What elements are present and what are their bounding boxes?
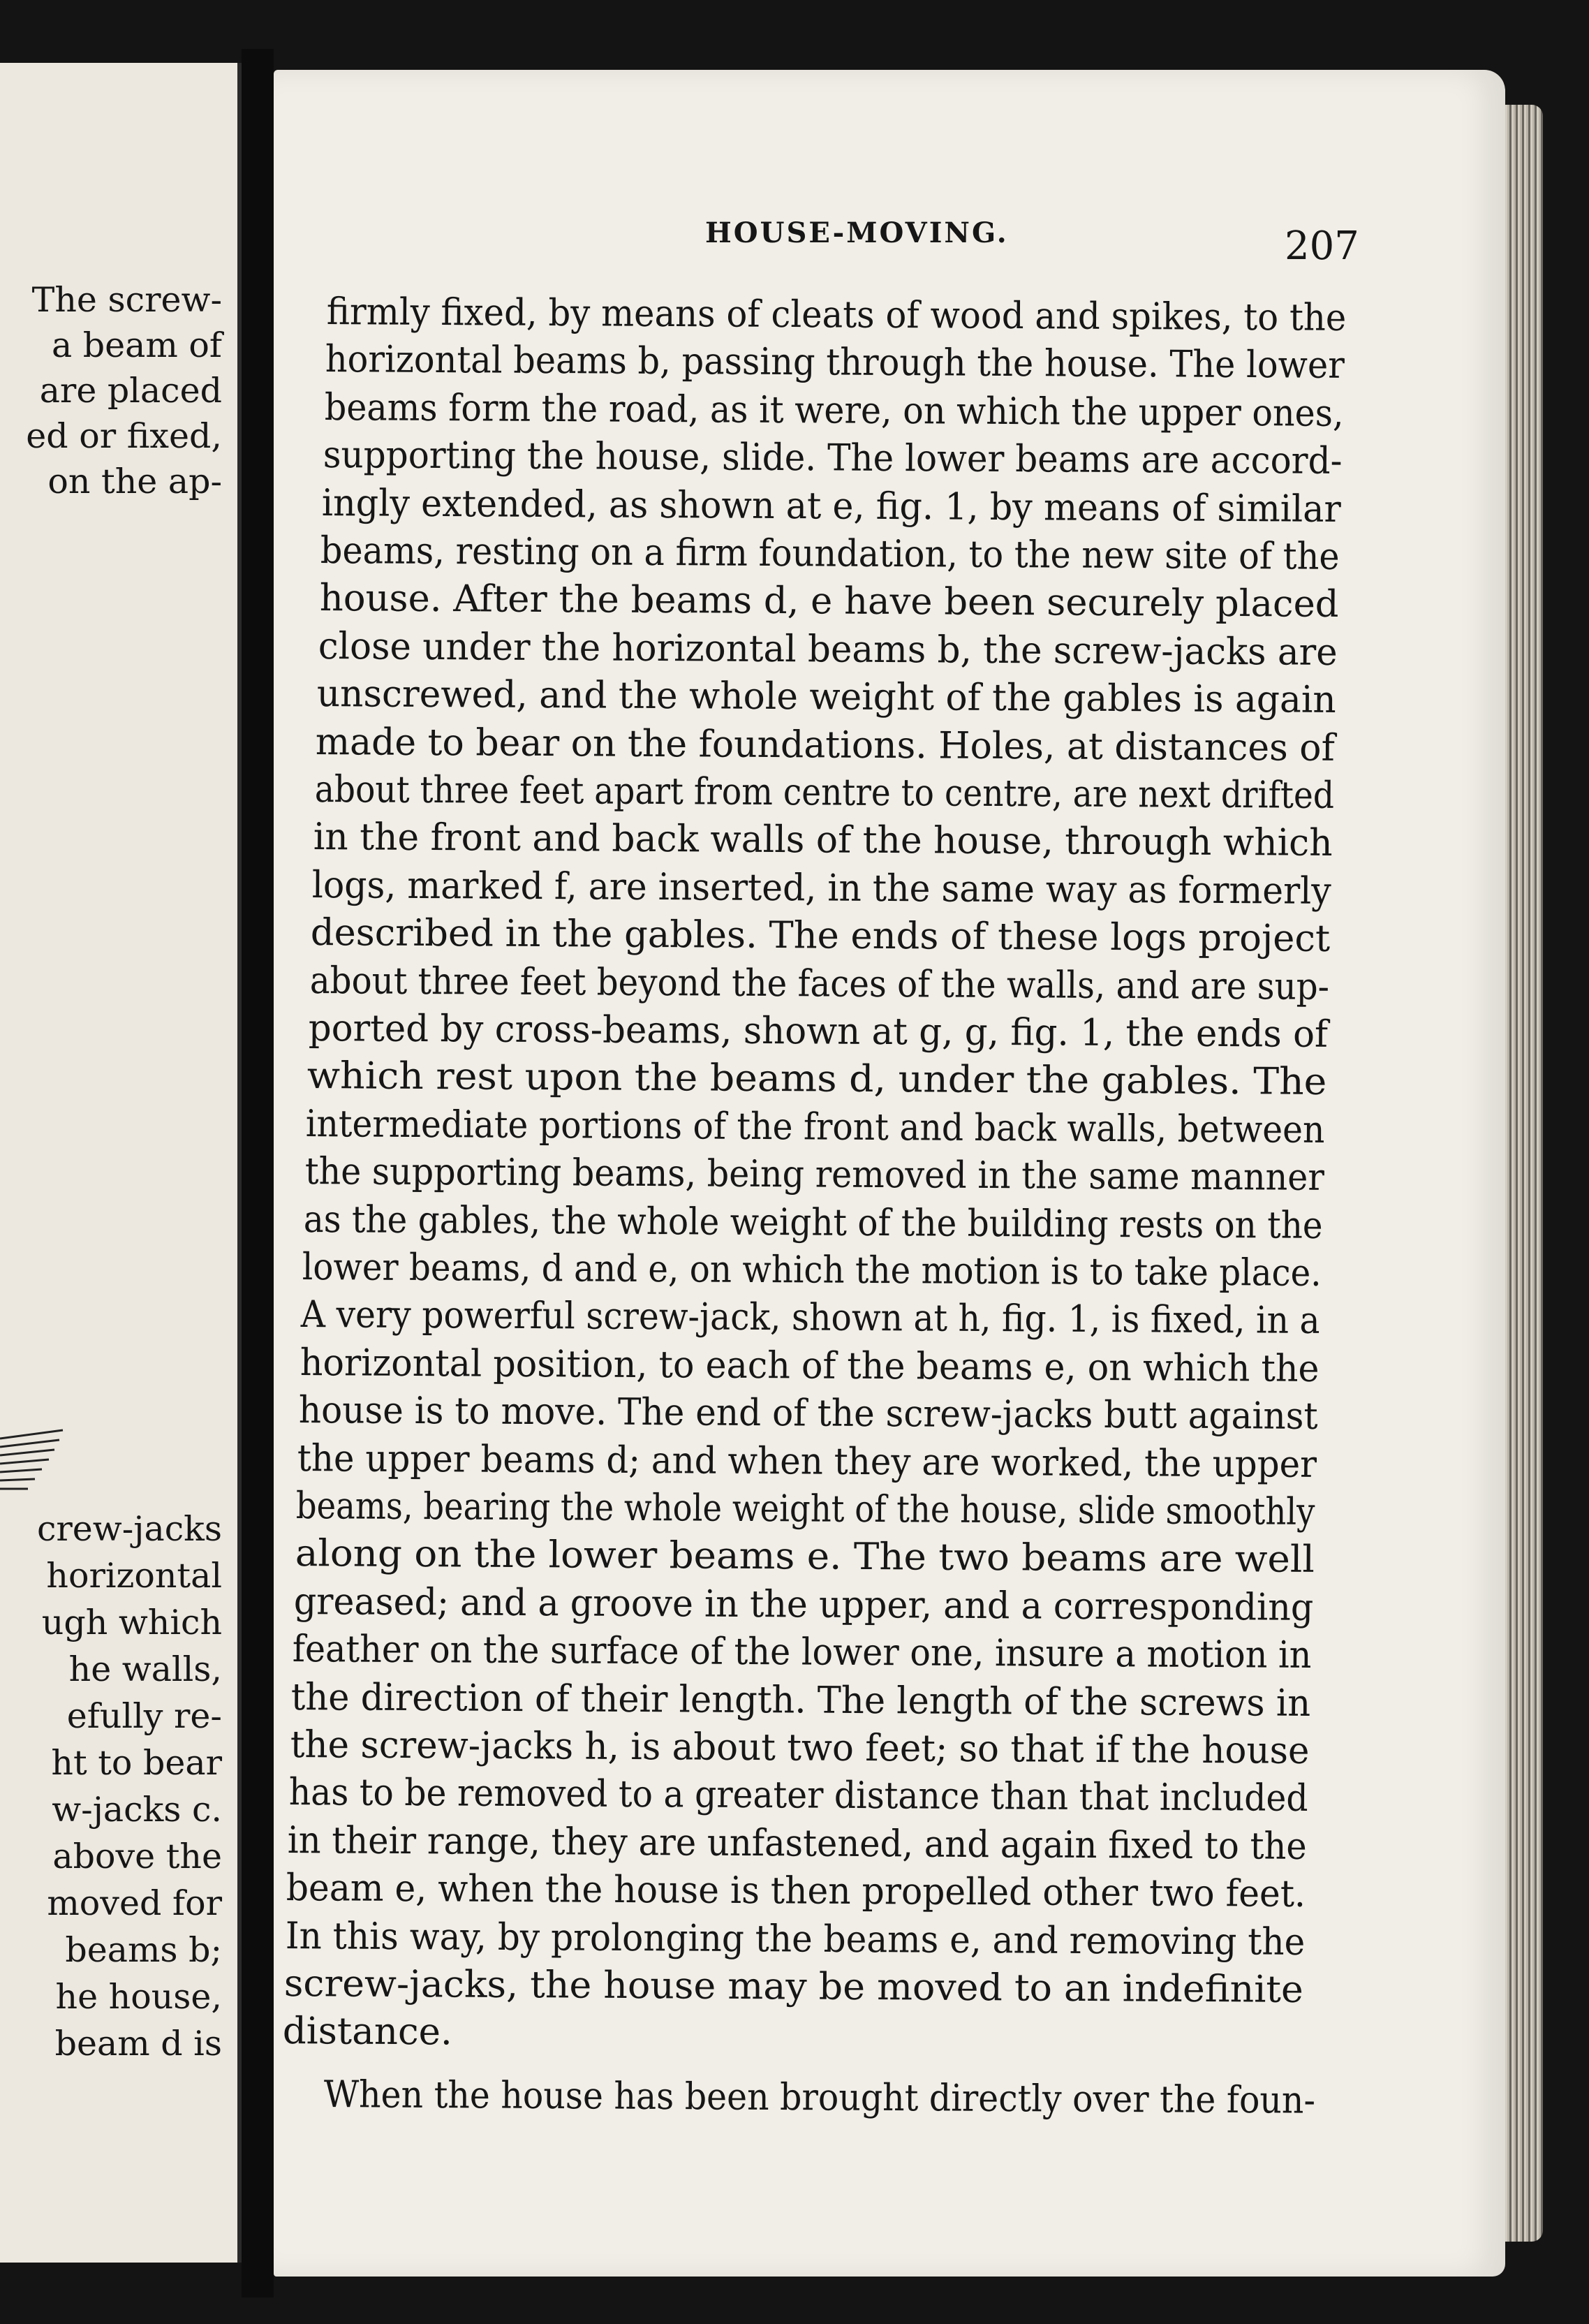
text-line: greased; and a groove in the upper, and a corresponding	[293, 1580, 1314, 1629]
running-head: HOUSE-MOVING.	[705, 216, 1009, 249]
text-line: the direction of their length. The length of the screws in	[290, 1676, 1311, 1725]
text-line: logs, marked f, are inserted, in the same way as formerly	[311, 864, 1331, 913]
previous-page	[0, 63, 242, 2263]
previous-page-line: he walls,	[68, 1649, 222, 1689]
text-line: along on the lower beams e. The two beams are well	[295, 1532, 1315, 1581]
text-line: the upper beams d; and when they are worked, the upper	[297, 1437, 1317, 1486]
text-line: In this way, by prolonging the beams e, and removing the	[285, 1915, 1306, 1964]
book-gutter	[242, 49, 274, 2297]
text-line: about three feet beyond the faces of the walls, and are sup-	[309, 959, 1330, 1008]
text-line: distance.	[282, 2010, 453, 2054]
text-line: the screw-jacks h, is about two feet; so that if the house	[290, 1723, 1310, 1772]
text-line: beam e, when the house is then propelled other two feet.	[286, 1867, 1306, 1915]
text-line: house. After the beams d, e have been securely placed	[319, 577, 1339, 626]
text-line: ingly extended, as shown at e, fig. 1, by means of similar	[321, 482, 1341, 531]
text-line: horizontal beams b, passing through the house. The lower	[325, 338, 1345, 387]
text-line: in the front and back walls of the house, through which	[313, 816, 1333, 865]
previous-page-line: ht to bear	[51, 1743, 222, 1783]
text-line: made to bear on the foundations. Holes, at distances of	[315, 721, 1335, 770]
page-number: 207	[1285, 223, 1359, 269]
previous-page-line: The screw-	[31, 280, 222, 320]
text-line: beams, bearing the whole weight of the house, slide smoothly	[295, 1485, 1315, 1534]
previous-page-line: horizontal	[46, 1556, 222, 1596]
previous-page-line: moved for	[47, 1883, 222, 1923]
text-line: supporting the house, slide. The lower beams are accord-	[323, 434, 1343, 483]
text-line: beams form the road, as it were, on which the upper ones,	[324, 386, 1344, 435]
text-line: the supporting beams, being removed in the same manner	[304, 1150, 1325, 1199]
text-line: described in the gables. The ends of these logs project	[310, 911, 1331, 960]
previous-page-line: are placed	[39, 371, 222, 411]
previous-page-line: ugh which	[41, 1603, 222, 1642]
text-line: has to be removed to a greater distance than that included	[288, 1771, 1308, 1820]
text-line: feather on the surface of the lower one, insure a motion in	[292, 1628, 1312, 1677]
text-line: about three feet apart from centre to centre, are next drifted	[314, 768, 1335, 817]
text-line: close under the horizontal beams b, the screw-jacks are	[318, 625, 1338, 674]
previous-page-line: he house,	[55, 1977, 222, 2017]
text-line: firmly fixed, by means of cleats of wood and spikes, to the	[326, 290, 1347, 339]
text-line: as the gables, the whole weight of the building rests on the	[303, 1198, 1323, 1247]
text-line: in their range, they are unfastened, and again fixed to the	[287, 1819, 1307, 1868]
previous-page-line: above the	[52, 1837, 222, 1876]
previous-page-line: w-jacks c.	[52, 1790, 222, 1830]
text-line: screw-jacks, the house may be moved to an indefinite	[283, 1962, 1303, 2011]
previous-page-line: beams b;	[65, 1930, 222, 1970]
engraving-fragment	[0, 1425, 70, 1501]
previous-page-line: efully re-	[66, 1696, 222, 1736]
text-line: beams, resting on a firm foundation, to the new site of the	[320, 529, 1340, 578]
text-line: A very powerful screw-jack, shown at h, fig. 1, is fixed, in a	[300, 1293, 1320, 1342]
previous-page-line: crew-jacks	[36, 1509, 222, 1549]
previous-page-line: beam d is	[54, 2024, 222, 2064]
text-line: lower beams, d and e, on which the motion is to take place.	[302, 1246, 1322, 1295]
previous-page-line: a beam of	[51, 325, 222, 365]
previous-page-line: on the ap-	[47, 462, 222, 501]
text-line: ported by cross-beams, shown at g, g, fig. 1, the ends of	[308, 1007, 1329, 1056]
previous-page-line: ed or fixed,	[26, 416, 222, 456]
page-edges	[1501, 105, 1543, 2242]
text-line: intermediate portions of the front and back walls, between	[305, 1103, 1325, 1152]
text-line: which rest upon the beams d, under the gables. The	[306, 1054, 1327, 1103]
text-line: house is to move. The end of the screw-jacks butt against	[298, 1389, 1318, 1438]
paragraph-start: When the house has been brought directly over the foun-	[323, 2073, 1316, 2122]
text-line: horizontal position, to each of the beams e, on which the	[300, 1341, 1320, 1390]
text-line: unscrewed, and the whole weight of the gables is again	[316, 672, 1336, 721]
